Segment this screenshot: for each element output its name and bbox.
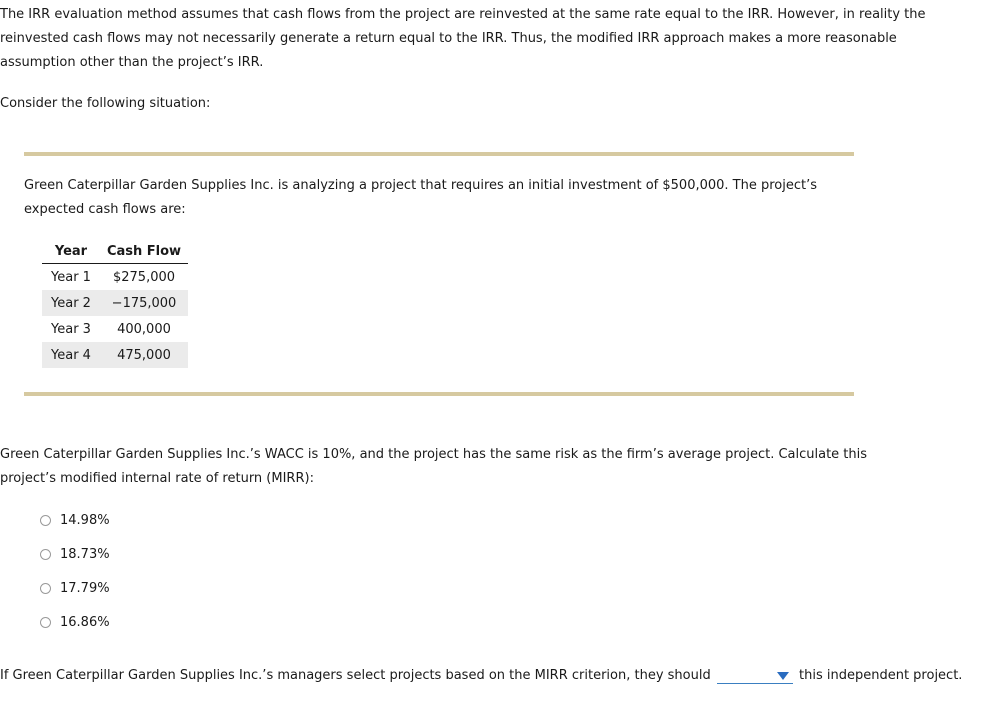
answer-option-label: 18.73% xyxy=(60,546,110,562)
answer-option[interactable] xyxy=(40,510,110,530)
scenario-paragraph: Green Caterpillar Garden Supplies Inc. is analyzing a project that requires an initial investment of $500,000. The project’s expected cash flows are: xyxy=(24,178,818,217)
decision-question-lead: If Green Caterpillar Garden Supplies Inc.’s managers select projects based on the MIRR criterion, they should xyxy=(0,668,711,683)
dropdown-arrow-icon xyxy=(777,672,789,680)
mirr-question: Green Caterpillar Garden Supplies Inc.’s WACC is 10%, and the project has the same risk as the firm’s average project. Calculate this project’s modified internal rate of return (MIRR): xyxy=(0,447,868,486)
radio-button[interactable] xyxy=(40,583,51,594)
year-cell: Year 2 xyxy=(42,290,100,316)
cash-flow-cell: −175,000 xyxy=(100,290,188,316)
table-row xyxy=(42,316,188,342)
cash-flow-cell: $275,000 xyxy=(112,269,176,285)
year-cell: Year 4 xyxy=(42,342,100,368)
radio-button[interactable] xyxy=(40,515,51,526)
year-cell: Year 1 xyxy=(51,269,91,285)
answer-option[interactable] xyxy=(40,544,110,564)
answer-option[interactable] xyxy=(40,578,110,598)
table-header-row xyxy=(42,239,188,264)
decision-question-tail: this independent project. xyxy=(799,668,963,683)
table-row xyxy=(42,342,188,368)
cash-flow-cell: 475,000 xyxy=(100,342,188,368)
answer-option-label: 17.79% xyxy=(60,580,110,596)
radio-button[interactable] xyxy=(40,549,51,560)
scenario-bottom-divider xyxy=(24,392,854,396)
cash-flow-cell: 400,000 xyxy=(117,321,171,337)
year-cell: Year 3 xyxy=(51,321,91,337)
cash-flow-table xyxy=(42,239,188,368)
intro-paragraph: The IRR evaluation method assumes that cash flows from the project are reinvested at the same rate equal to the IRR. However, in reality the reinvested cash flows may not necessarily generate a return equal to the IRR. Thus, the modified IRR approach makes a more reasonable assumption other than the project’s IRR. xyxy=(0,7,926,70)
decision-dropdown[interactable] xyxy=(717,665,793,684)
answer-option[interactable] xyxy=(40,612,110,632)
radio-button[interactable] xyxy=(40,617,51,628)
cash-flow-column-header: Cash Flow xyxy=(100,239,188,264)
table-row xyxy=(42,264,188,291)
scenario-top-divider xyxy=(24,152,854,156)
answer-option-label: 14.98% xyxy=(60,512,110,528)
decision-question xyxy=(0,665,962,687)
year-column-header: Year xyxy=(42,239,100,264)
answer-option-label: 16.86% xyxy=(60,614,110,630)
table-row xyxy=(42,290,188,316)
consider-label: Consider the following situation: xyxy=(0,96,211,111)
